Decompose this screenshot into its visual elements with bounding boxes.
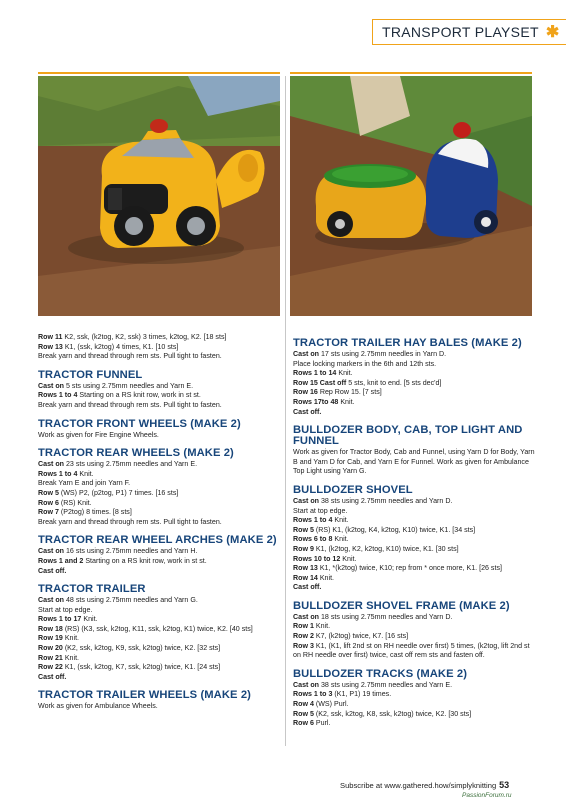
- row-label: Rows 1 to 4: [293, 516, 333, 525]
- section-heading: TRACTOR TRAILER HAY BALES (MAKE 2): [293, 337, 522, 349]
- pattern-row: [38, 557, 282, 567]
- section-heading: TRACTOR REAR WHEELS (MAKE 2): [38, 447, 234, 460]
- row-text: Break yarn and thread through rem sts. Pull tight to fasten.: [38, 517, 222, 526]
- row-label: Row 2: [293, 632, 314, 641]
- row-text: Knit.: [332, 516, 349, 525]
- row-label: Cast on: [38, 381, 65, 390]
- pattern-row: [38, 499, 282, 509]
- row-label: Row 5: [293, 525, 314, 534]
- pattern-row: [38, 702, 282, 712]
- pattern-row: [38, 606, 282, 616]
- pattern-row: [293, 574, 537, 584]
- row-label: Row 13: [293, 564, 318, 573]
- column-divider: [285, 76, 286, 746]
- row-text: (P2tog) 8 times. [8 sts]: [58, 508, 132, 517]
- pattern-row: [293, 526, 537, 536]
- pattern-row: [293, 719, 537, 729]
- row-text: 38 sts using 2.75mm needles and Yarn E.: [319, 680, 453, 689]
- pattern-row: [38, 343, 282, 353]
- pattern-row: [38, 567, 282, 577]
- pattern-row: [293, 710, 537, 720]
- row-text: K1, *(k2tog) twice, K10; rep from * once more, K1. [26 sts]: [317, 564, 502, 573]
- watermark: PassionForum.ru: [462, 792, 512, 799]
- row-label: Cast on: [293, 496, 320, 505]
- pattern-row: [293, 690, 537, 700]
- row-label: Row 19: [38, 634, 63, 643]
- section-heading: BULLDOZER BODY, CAB, TOP LIGHT AND FUNNEL: [293, 424, 523, 448]
- left-column: [38, 333, 282, 712]
- pattern-row: [38, 654, 282, 664]
- row-label: Cast off.: [293, 583, 322, 592]
- pattern-row: [293, 535, 537, 545]
- row-text: 18 sts using 2.75mm needles and Yarn D.: [319, 612, 453, 621]
- right-column: [293, 330, 537, 729]
- row-text: 48 sts using 2.75mm needles and Yarn G.: [64, 596, 198, 605]
- row-text: K1, (k2tog, K2, k2tog, K10) twice, K1. [30 sts]: [313, 544, 459, 553]
- row-text: Break yarn and thread through rem sts. Pull tight to fasten.: [38, 400, 222, 409]
- section-heading: TRACTOR FRONT WHEELS (MAKE 2): [38, 417, 241, 430]
- pattern-row: [38, 644, 282, 654]
- row-label: Row 4: [293, 700, 314, 709]
- pattern-row: [38, 470, 282, 480]
- row-text: Knit.: [62, 653, 80, 662]
- section-heading: TRACTOR REAR WHEEL ARCHES (MAKE 2): [38, 534, 277, 547]
- row-text: (K2, ssk, k2tog, K8, ssk, k2tog) twice, K2. [30 sts]: [313, 709, 472, 718]
- row-text: Knit.: [313, 622, 331, 631]
- section-heading: BULLDOZER TRACKS (MAKE 2): [293, 667, 468, 680]
- pattern-row: [38, 663, 282, 673]
- row-label: Cast off.: [293, 407, 322, 416]
- row-text: Start at top edge.: [293, 506, 348, 515]
- row-text: (WS) P2, (p2tog, P1) 7 times. [16 sts]: [58, 488, 179, 497]
- row-label: Row 6: [38, 498, 59, 507]
- pattern-row: [38, 479, 282, 489]
- tractor-trailer-photo: [290, 76, 532, 316]
- pattern-row: [293, 622, 537, 632]
- pattern-row: [38, 382, 282, 392]
- page-number: 53: [499, 780, 510, 790]
- row-text: (RS) Knit.: [58, 498, 92, 507]
- pattern-row: [293, 507, 537, 517]
- asterisk-icon: ✱: [545, 24, 560, 41]
- row-label: Row 18: [38, 624, 63, 633]
- row-text: 17 sts using 2.75mm needles in Yarn D.: [319, 350, 447, 358]
- row-label: Rows 1 to 4: [38, 391, 78, 400]
- row-text: Knit.: [62, 634, 80, 643]
- pattern-row: [38, 634, 282, 644]
- row-text: Purl.: [313, 719, 331, 728]
- pattern-row: [293, 681, 537, 691]
- row-text: Starting on a RS knit row, work in st st.: [77, 391, 201, 400]
- bulldozer-photo: [38, 76, 280, 316]
- pattern-row: [38, 596, 282, 606]
- pattern-row: [293, 632, 537, 642]
- section-heading: BULLDOZER SHOVEL FRAME (MAKE 2): [293, 599, 510, 612]
- row-label: Rows 10 to 12: [293, 554, 341, 563]
- row-text: K7, (k2tog) twice, K7. [16 sts]: [313, 632, 409, 641]
- row-text: Work as given for Ambulance Wheels.: [38, 702, 158, 711]
- pattern-row: [293, 398, 537, 408]
- row-label: Row 5: [38, 488, 59, 497]
- row-text: Place locking markers in the 6th and 12th sts.: [293, 359, 437, 368]
- row-label: Cast on: [293, 350, 320, 358]
- pattern-row: [293, 583, 537, 593]
- top-rule-left: [38, 72, 280, 74]
- row-label: Rows 1 and 2: [38, 556, 84, 565]
- row-text: Rep Row 15. [7 sts]: [317, 388, 382, 397]
- row-label: Rows 17to 48: [293, 397, 339, 406]
- pattern-row: [293, 545, 537, 555]
- row-label: Row 3: [293, 641, 314, 650]
- row-label: Row 1: [293, 622, 314, 631]
- section-heading: BULLDOZER SHOVEL: [293, 483, 413, 496]
- row-label: Rows 1 to 14: [293, 369, 337, 378]
- pattern-row: [293, 555, 537, 565]
- row-label: Row 20: [38, 644, 63, 653]
- pattern-row: [293, 642, 537, 661]
- row-label: Row 14: [293, 573, 318, 582]
- row-text: Knit.: [340, 554, 357, 563]
- row-text: Knit.: [338, 397, 355, 406]
- footer-text: Subscribe at www.gathered.how/simplyknitting: [340, 781, 497, 790]
- row-text: (WS) Purl.: [313, 700, 349, 709]
- footer: [340, 780, 509, 790]
- pattern-row: [38, 431, 282, 441]
- row-text: 38 sts using 2.75mm needles and Yarn D.: [319, 496, 453, 505]
- row-text: (K1, P1) 19 times.: [332, 690, 392, 699]
- pattern-row: [293, 516, 537, 526]
- row-text: Break yarn and thread through rem sts. Pull tight to fasten.: [38, 352, 222, 361]
- row-label: Cast on: [38, 460, 65, 469]
- row-text: Knit.: [77, 469, 94, 478]
- row-text: K2, ssk, (k2tog, K2, ssk) 3 times, k2tog, K2. [18 sts]: [62, 333, 227, 341]
- section-tab: [372, 19, 566, 45]
- row-label: Cast off.: [38, 672, 67, 681]
- row-label: Row 11: [38, 333, 63, 341]
- pattern-row: [293, 408, 537, 418]
- pattern-row: [38, 518, 282, 528]
- row-text: Start at top edge.: [38, 605, 93, 614]
- row-text: 23 sts using 2.75mm needles and Yarn E.: [64, 460, 198, 469]
- row-text: 5 sts using 2.75mm needles and Yarn E.: [64, 381, 194, 390]
- section-heading: TRACTOR TRAILER WHEELS (MAKE 2): [38, 689, 251, 702]
- pattern-row: [38, 391, 282, 401]
- pattern-row: [293, 564, 537, 574]
- pattern-row: [293, 369, 537, 379]
- row-text: Knit.: [317, 573, 335, 582]
- row-text: (RS) (K3, ssk, k2tog, K11, ssk, k2tog, K1) twice, K2. [40 sts]: [62, 624, 253, 633]
- row-label: Cast on: [38, 547, 65, 556]
- row-text: Knit.: [336, 369, 353, 378]
- row-text: Work as given for Fire Engine Wheels.: [38, 430, 159, 439]
- pattern-row: [38, 460, 282, 470]
- row-text: Starting on a RS knit row, work in st st.: [83, 556, 207, 565]
- row-label: Row 7: [38, 508, 59, 517]
- row-label: Rows 1 to 17: [38, 615, 82, 624]
- row-text: 5 sts, knit to end. [5 sts dec'd]: [346, 378, 442, 387]
- row-label: Row 9: [293, 544, 314, 553]
- row-text: 16 sts using 2.75mm needles and Yarn H.: [64, 547, 198, 556]
- pattern-row: [293, 350, 537, 360]
- row-text: Break Yarn E and join Yarn F.: [38, 479, 131, 488]
- pattern-row: [38, 547, 282, 557]
- row-label: Row 22: [38, 663, 63, 672]
- row-label: Cast on: [38, 596, 65, 605]
- row-text: Work as given for Tractor Body, Cab and Funnel, using Yarn D for Body, Yarn B and Yarn D for Cab, and Yarn E for Funnel. Work as given for Ambulance Top Light using Yarn G.: [293, 448, 535, 476]
- pattern-row: [38, 401, 282, 411]
- row-text: K1, (ssk, k2tog, K7, ssk, k2tog) twice, K1. [24 sts]: [62, 663, 221, 672]
- pattern-row: [38, 673, 282, 683]
- row-text: (K2, ssk, k2tog, K9, ssk, k2tog) twice, K2. [32 sts]: [62, 644, 221, 653]
- row-label: Row 6: [293, 719, 314, 728]
- pattern-row: [38, 352, 282, 362]
- pattern-row: [293, 613, 537, 623]
- pattern-row: [293, 448, 537, 477]
- row-label: Cast off.: [38, 566, 67, 575]
- row-text: (RS) K1, (k2tog, K4, k2tog, K10) twice, K1. [34 sts]: [313, 525, 476, 534]
- row-text: Knit.: [81, 615, 98, 624]
- pattern-row: [293, 388, 537, 398]
- row-label: Cast on: [293, 612, 320, 621]
- pattern-row: [38, 508, 282, 518]
- section-heading: TRACTOR TRAILER: [38, 583, 146, 596]
- pattern-row: [293, 700, 537, 710]
- row-text: K1, (ssk, k2tog) 4 times, K1. [10 sts]: [62, 342, 179, 351]
- row-label: Cast on: [293, 680, 320, 689]
- pattern-row: [293, 379, 537, 389]
- row-text: Knit.: [332, 535, 349, 544]
- section-heading: TRACTOR FUNNEL: [38, 368, 143, 381]
- row-label: Rows 1 to 3: [293, 690, 333, 699]
- row-label: Row 21: [38, 653, 63, 662]
- pattern-row: [38, 615, 282, 625]
- row-label: Row 13: [38, 342, 63, 351]
- pattern-row: [293, 360, 537, 370]
- pattern-row: [293, 497, 537, 507]
- row-text: K1, (K1, lift 2nd st on RH needle over first) 5 times, (k2tog, lift 2nd st on RH needle over first) twice, cast off rem sts and fasten off.: [293, 641, 530, 660]
- pattern-row: [38, 333, 282, 343]
- row-label: Row 15 Cast off: [293, 378, 347, 387]
- pattern-row: [38, 489, 282, 499]
- row-label: Rows 6 to 8: [293, 535, 333, 544]
- pattern-row: [38, 625, 282, 635]
- row-label: Row 5: [293, 709, 314, 718]
- row-label: Row 16: [293, 388, 318, 397]
- section-title: TRANSPORT PLAYSET: [382, 24, 539, 40]
- row-label: Rows 1 to 4: [38, 469, 78, 478]
- top-rule-right: [290, 72, 532, 74]
